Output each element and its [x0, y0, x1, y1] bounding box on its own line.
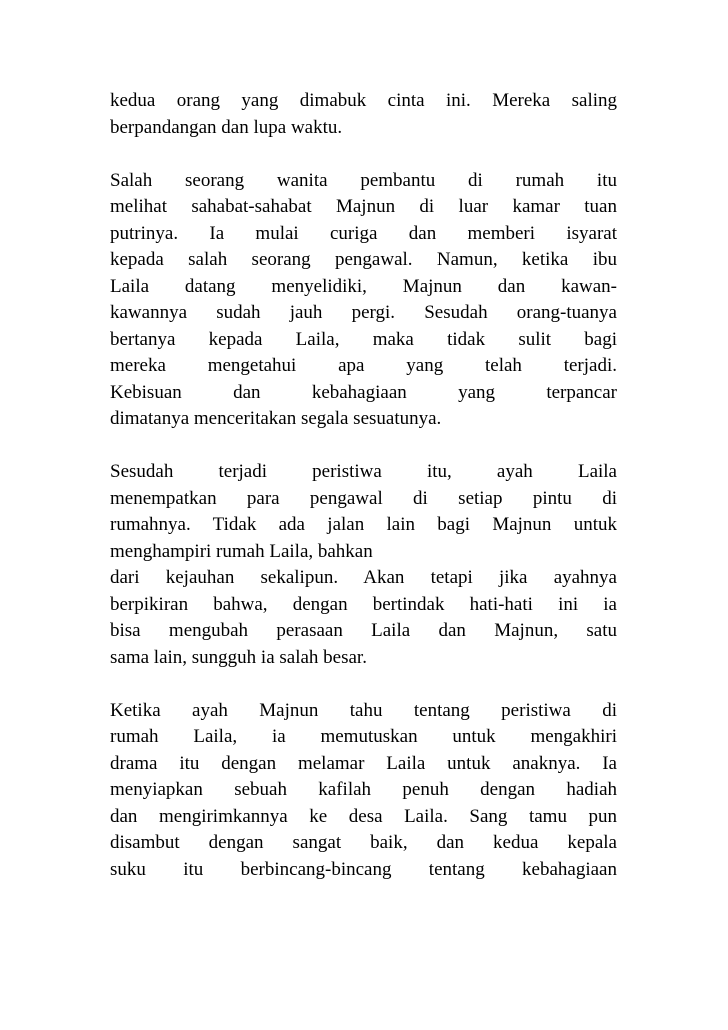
text-line: Salah seorang wanita pembantu di rumah itu: [110, 169, 617, 191]
text-line: mereka mengetahui apa yang telah terjadi.: [110, 355, 617, 376]
text-line: Laila datang menyelidiki, Majnun dan kawan-: [110, 275, 617, 297]
text-line: Kebisuan dan kebahagiaan yang terpancar: [110, 381, 617, 403]
text-line: kawannya sudah jauh pergi. Sesudah orang-tuanya: [110, 302, 617, 323]
text-line: dan mengirimkannya ke desa Laila. Sang tamu pun: [110, 805, 617, 827]
text-line: kedua orang yang dimabuk cinta ini. Mereka saling: [110, 90, 617, 111]
paragraph-3: [110, 459, 617, 671]
text-line: kepada salah seorang pengawal. Namun, ketika ibu: [110, 249, 617, 270]
text-line: berpikiran bahwa, dengan bertindak hati-hati ini ia: [110, 593, 617, 615]
paragraph-1: [110, 88, 617, 141]
document-page: [110, 88, 617, 910]
text-line: sama lain, sungguh ia salah besar.: [110, 646, 367, 668]
text-line: suku itu berbincang-bincang tentang kebahagiaan: [110, 858, 617, 880]
paragraph-2: [110, 168, 617, 433]
text-line: drama itu dengan melamar Laila untuk anaknya. Ia: [110, 752, 617, 774]
text-line: bertanya kepada Laila, maka tidak sulit bagi: [110, 328, 617, 350]
text-line: menyiapkan sebuah kafilah penuh dengan hadiah: [110, 779, 617, 800]
text-line: bisa mengubah perasaan Laila dan Majnun, satu: [110, 620, 617, 641]
text-line: rumahnya. Tidak ada jalan lain bagi Majnun untuk: [110, 514, 617, 535]
text-line: dimatanya menceritakan segala sesuatunya.: [110, 408, 442, 429]
text-line: berpandangan dan lupa waktu.: [110, 116, 343, 138]
text-line: menghampiri rumah Laila, bahkan: [110, 540, 373, 562]
text-line: melihat sahabat-sahabat Majnun di luar kamar tuan: [110, 196, 617, 217]
text-line: putrinya. Ia mulai curiga dan memberi isyarat: [110, 222, 617, 244]
text-line: disambut dengan sangat baik, dan kedua kepala: [110, 832, 617, 853]
text-line: rumah Laila, ia memutuskan untuk mengakhiri: [110, 726, 617, 747]
paragraph-4: [110, 698, 617, 884]
text-line: Sesudah terjadi peristiwa itu, ayah Laila: [110, 461, 617, 482]
text-line: Ketika ayah Majnun tahu tentang peristiwa di: [110, 699, 617, 721]
text-line: menempatkan para pengawal di setiap pintu di: [110, 487, 617, 509]
text-line: dari kejauhan sekalipun. Akan tetapi jika ayahnya: [110, 567, 617, 588]
